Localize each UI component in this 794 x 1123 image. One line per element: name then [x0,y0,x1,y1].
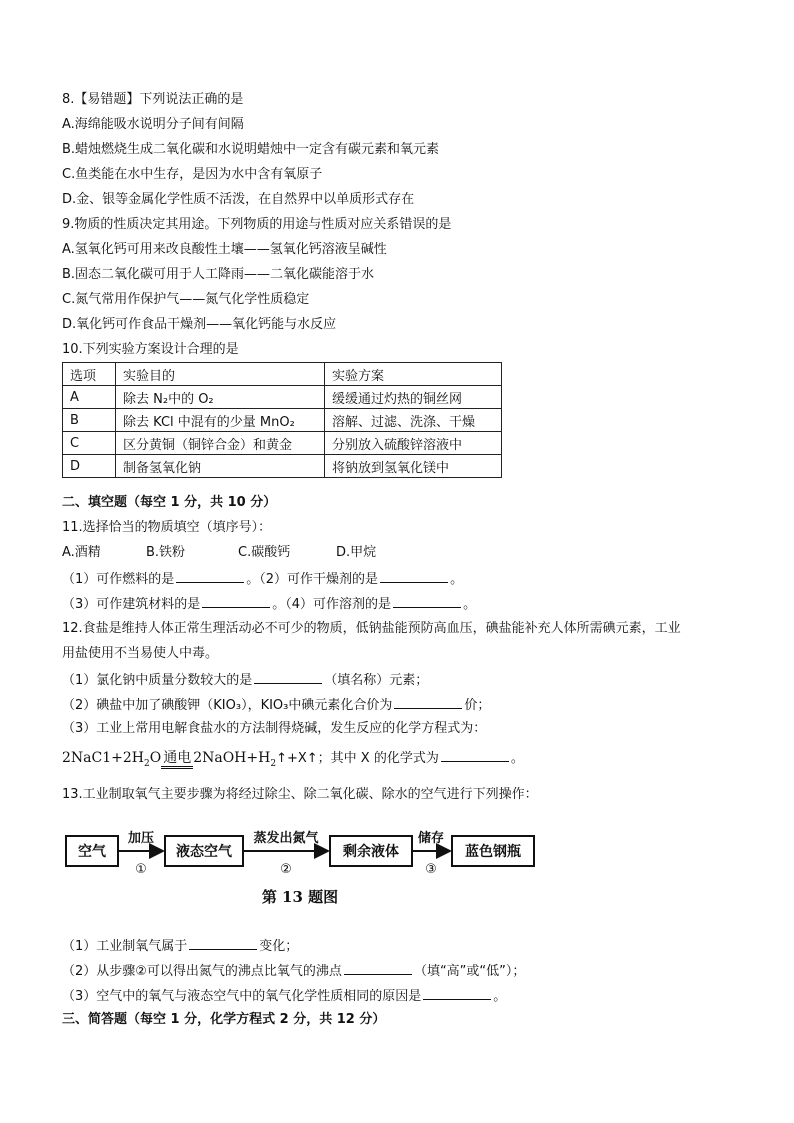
q11-prompt-1: （1）可作燃料的是 [62,572,175,587]
q11-prompt-4: 。（4）可作溶剂的是 [272,597,392,612]
q9-option-a: A.氢氧化钙可用来改良酸性土壤——氢氧化钙溶液呈碱性 [62,242,387,257]
q11-options [62,544,376,562]
subscript: 2 [143,758,150,769]
q8-stem: 8.【易错题】下列说法正确的是 [62,92,244,107]
table-cell: A [63,386,116,409]
q12-prompt-1: （1）氯化钠中质量分数较大的是 [62,673,253,688]
flow-step-number: ③ [425,862,437,877]
flow-box-label: 液态空气 [176,844,232,860]
equation-tail: ↑+X↑；其中 X 的化学式为 [276,751,439,766]
table-header: 选项 [63,363,116,386]
q13-prompt-1-end: 变化； [259,939,299,954]
table-cell: 区分黄铜（铜锌合金）和黄金 [116,432,325,455]
table-cell: 缓缓通过灼热的铜丝网 [325,386,502,409]
table-row [63,432,502,455]
table-cell: 除去 KCl 中混有的少量 MnO₂ [116,409,325,432]
q12-stem-2: 用盐使用不当易使人中毒。 [62,646,219,661]
answer-blank[interactable] [394,695,462,709]
q8-option-c: C.鱼类能在水中生存，是因为水中含有氧原子 [62,167,323,182]
answer-blank[interactable] [441,748,509,762]
q13-part-1 [62,936,298,956]
q12-stem-1: 12.食盐是维持人体正常生理活动必不可少的物质，低钠盐能预防高血压，碘盐能补充人体所需碘元素，工业 [62,621,681,636]
answer-blank[interactable] [423,986,491,1000]
table-row [63,409,502,432]
equation-products: 2NaOH+H [193,750,271,766]
table-cell: D [63,455,116,478]
table-cell: 将钠放到氢氧化镁中 [325,455,502,478]
answer-blank[interactable] [344,961,412,975]
q11-option-a: A.酒精 [62,545,101,560]
equation-reactants: 2NaC1+2H [62,750,144,766]
answer-blank[interactable] [380,569,448,583]
answer-blank[interactable] [189,936,257,950]
equation-oxygen: O [149,750,162,766]
q12-part-3: （3）工业上常用电解食盐水的方法制得烧碱，发生反应的化学方程式为： [62,721,487,736]
q11-line-1 [62,569,463,589]
table-cell: C [63,432,116,455]
q11-punct: 。 [463,597,477,612]
flow-step-number: ① [135,862,147,877]
q8-option-b: B.蜡烛燃烧生成二氧化碳和水说明蜡烛中一定含有碳元素和氧元素 [62,142,440,157]
flow-arrow-label: 蒸发出氮气 [253,831,319,846]
q11-prompt-3: （3）可作建筑材料的是 [62,597,201,612]
flow-arrow-label: 储存 [417,831,445,846]
q9-option-b: B.固态二氧化碳可用于人工降雨——二氧化碳能溶于水 [62,267,375,282]
flow-box-label: 空气 [78,844,106,860]
subscript: 2 [270,758,277,769]
q9-option-c: C.氮气常用作保护气——氮气化学性质稳定 [62,292,310,307]
q12-part-2 [62,695,490,715]
flow-step-number: ② [280,862,292,877]
q9-stem: 9.物质的性质决定其用途。下列物质的用途与性质对应关系错误的是 [62,217,452,232]
q13-prompt-1: （1）工业制氧气属于 [62,939,188,954]
section-heading-3: 三、简答题（每空 1 分，化学方程式 2 分，共 12 分） [62,1012,386,1027]
table-row [63,386,502,409]
q11-option-d: D.甲烷 [336,545,377,560]
section-heading-2: 二、填空题（每空 1 分，共 10 分） [62,495,277,510]
table-cell: 制备氢氧化钠 [116,455,325,478]
q11-prompt-2: 。（2）可作干燥剂的是 [246,572,379,587]
q12-prompt-1-end: （填名称）元素； [324,673,429,688]
flow-box-label: 剩余液体 [343,844,399,860]
answer-blank[interactable] [393,594,461,608]
q12-part-1 [62,670,428,690]
reaction-condition: 通电 [161,747,193,767]
figure-caption: 第 13 题图 [261,888,339,906]
q13-prompt-2: （2）从步骤②可以得出氮气的沸点比氧气的沸点 [62,964,342,979]
q11-option-b: B.铁粉 [146,545,186,560]
equation-end: 。 [510,751,524,766]
flow-arrow-label: 加压 [127,831,155,846]
q8-option-d: D.金、银等金属化学性质不活泼，在自然界中以单质形式存在 [62,192,415,207]
q13-prompt-3: （3）空气中的氧气与液态空气中的氧气化学性质相同的原因是 [62,989,422,1004]
q11-line-2 [62,594,476,614]
q10-stem: 10.下列实验方案设计合理的是 [62,342,239,357]
table-cell: 除去 N₂中的 O₂ [116,386,325,409]
table-cell: 分别放入硫酸锌溶液中 [325,432,502,455]
q10-table [62,362,502,478]
q13-prompt-2-end: （填“高”或“低”）； [413,964,526,979]
q9-option-d: D.氧化钙可作食品干燥剂——氧化钙能与水反应 [62,317,337,332]
table-header: 实验目的 [116,363,325,386]
q13-part-3 [62,986,506,1006]
table-header: 实验方案 [325,363,502,386]
q13-prompt-3-end: 。 [493,989,507,1004]
answer-blank[interactable] [202,594,270,608]
table-row [63,455,502,478]
q12-equation [62,747,524,769]
q12-prompt-2-end: 价； [464,698,491,713]
q13-flow-diagram [60,816,540,916]
q12-prompt-2: （2）碘盐中加了碘酸钾（KIO₃），KIO₃中碘元素化合价为 [62,698,393,713]
q8-option-a: A.海绵能吸水说明分子间有间隔 [62,117,244,132]
table-cell: 溶解、过滤、洗涤、干燥 [325,409,502,432]
answer-blank[interactable] [176,569,244,583]
table-cell: B [63,409,116,432]
flow-box-label: 蓝色钢瓶 [465,844,521,860]
q11-option-c: C.碳酸钙 [238,545,291,560]
answer-blank[interactable] [254,670,322,684]
q13-part-2 [62,961,525,981]
q11-punct: 。 [450,572,464,587]
q11-stem: 11.选择恰当的物质填空（填序号）： [62,520,272,535]
q13-stem: 13.工业制取氧气主要步骤为将经过除尘、除二氧化碳、除水的空气进行下列操作： [62,787,538,802]
table-header-row [63,363,502,386]
